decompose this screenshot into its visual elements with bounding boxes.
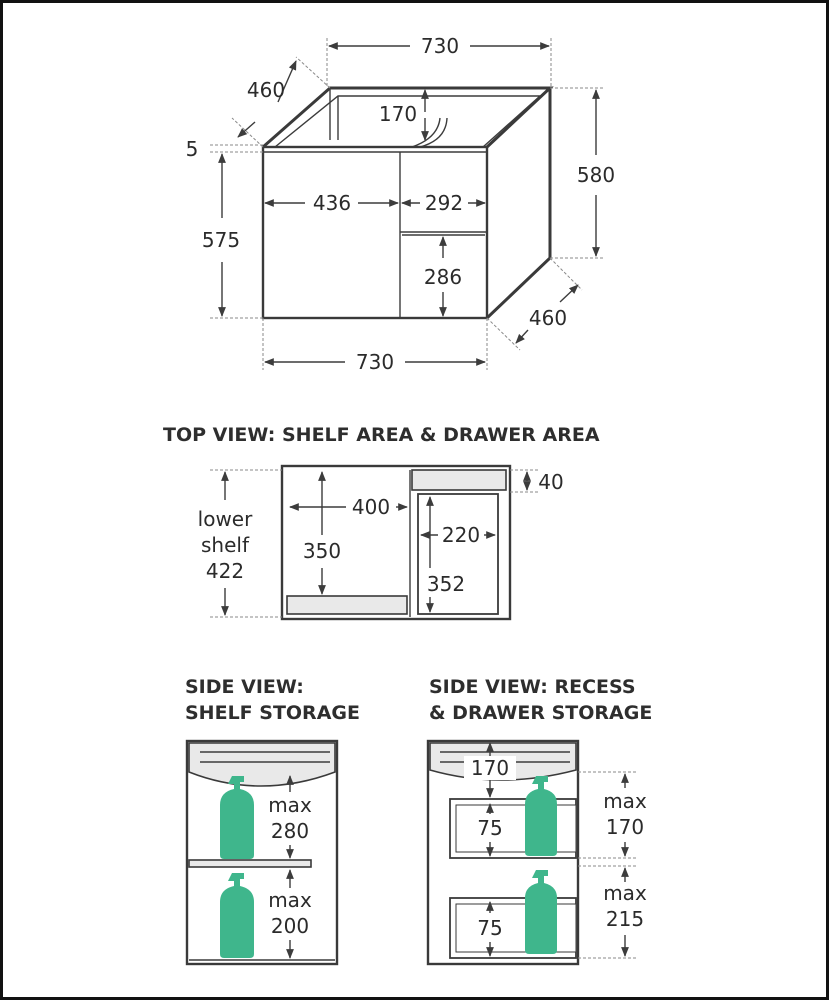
depth-top-label: 460 [246, 78, 286, 102]
lower-shelf-line2: shelf [201, 533, 249, 557]
cabinet-side-outline [487, 88, 550, 318]
width-top-label: 730 [420, 34, 460, 58]
recess-drawer-2-inner [456, 904, 576, 952]
shelf-depth-label: 350 [302, 539, 342, 563]
shelf-width-label: 400 [351, 495, 391, 519]
lower-shelf-line1: lower [197, 507, 253, 531]
offset-label: 40 [538, 470, 564, 494]
side-view-recess-drawer-storage [428, 676, 652, 964]
side-shelf-title-line2: SHELF STORAGE [185, 702, 360, 724]
shelf-lower-max-label: max [268, 888, 312, 912]
drawer-width-label: 220 [441, 523, 481, 547]
width-bottom-label: 730 [355, 350, 395, 374]
side-recess-title-line1: SIDE VIEW: RECESS [429, 676, 636, 698]
drawer2-height-label: 75 [477, 916, 503, 940]
cabinet-height-label: 575 [201, 228, 241, 252]
top-thickness-label: 5 [185, 137, 199, 161]
recess-drawer-1-inner [456, 805, 576, 852]
right-section-width-label: 292 [424, 191, 464, 215]
shelf-lower-max-value: 200 [270, 914, 310, 938]
depth-right-label: 460 [528, 306, 568, 330]
recess-lower-max-label: max [603, 881, 647, 905]
side-shelf-board [189, 860, 311, 867]
lower-shelf-board [287, 596, 407, 614]
drawer1-height-label: 75 [477, 816, 503, 840]
side-shelf-title-line1: SIDE VIEW: [185, 676, 304, 698]
side-view-shelf-storage [185, 676, 360, 964]
left-section-width-label: 436 [312, 191, 352, 215]
shelf-upper-max-label: max [268, 793, 312, 817]
drawer-height-label: 286 [423, 265, 463, 289]
top-view-title: TOP VIEW: SHELF AREA & DRAWER AREA [163, 424, 600, 446]
recess-upper-max-value: 170 [605, 815, 645, 839]
drawer-depth-label: 352 [426, 572, 466, 596]
overall-height-label: 580 [576, 163, 616, 187]
lower-shelf-value: 422 [205, 559, 245, 583]
top-view [163, 424, 600, 619]
top-view-back-board [412, 470, 506, 490]
main-isometric-view [186, 34, 615, 374]
recess-height-label: 170 [470, 756, 510, 780]
recess-upper-max-label: max [603, 789, 647, 813]
side-shelf-basin [189, 743, 335, 786]
side-recess-title-line2: & DRAWER STORAGE [429, 702, 653, 724]
recess-lower-max-value: 215 [605, 907, 645, 931]
basin-cutout-label: 170 [378, 102, 418, 126]
shelf-upper-max-value: 280 [270, 819, 310, 843]
